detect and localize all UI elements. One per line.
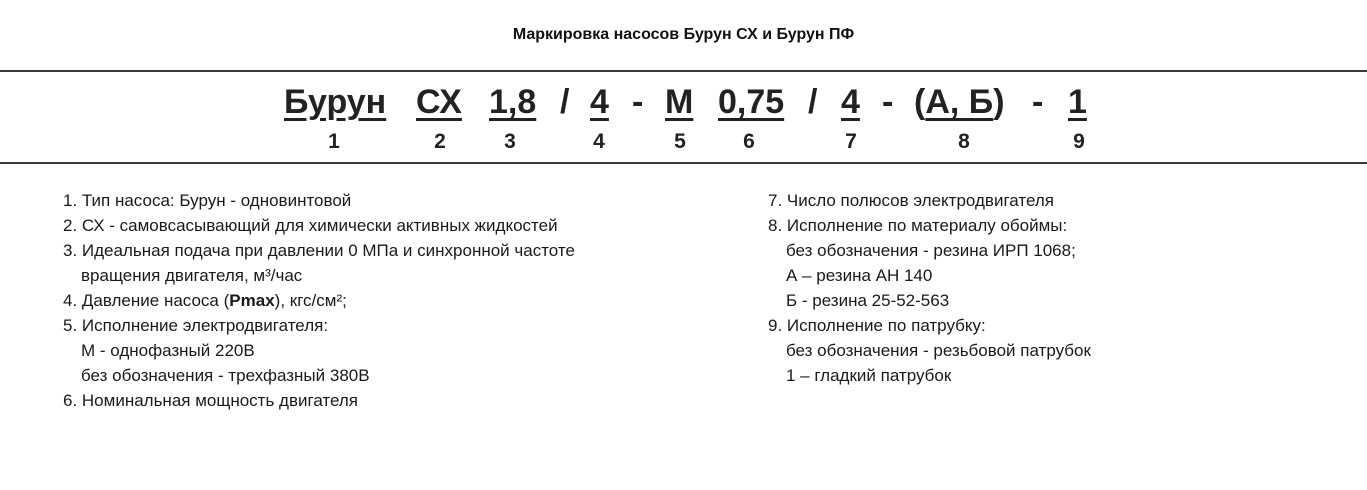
code-material: А, Б <box>925 83 994 121</box>
code-nozzle: 1 <box>1068 83 1087 121</box>
code-flow: 1,8 <box>489 83 537 121</box>
top-divider <box>0 70 1367 72</box>
list-item: 1. Тип насоса: Бурун - одновинтовой <box>63 191 352 210</box>
code-separator: - <box>882 83 894 121</box>
list-item: без обозначения - резьбовой патрубок <box>786 341 1091 360</box>
code-series: СХ <box>416 83 462 121</box>
list-text: ), кгс/см²; <box>274 291 347 310</box>
code-number: 5 <box>674 130 686 153</box>
code-separator: / <box>560 83 570 121</box>
code-motor: М <box>665 83 694 121</box>
list-text: 4. Давление насоса ( <box>63 291 230 310</box>
code-separator: - <box>1032 83 1044 121</box>
code-separator: / <box>808 83 818 121</box>
page-title: Маркировка насосов Бурун СХ и Бурун ПФ <box>512 26 855 43</box>
code-material-group <box>914 80 1005 124</box>
bottom-divider <box>0 162 1367 164</box>
code-number: 1 <box>328 130 340 153</box>
list-item: 8. Исполнение по материалу обоймы: <box>768 216 1068 235</box>
list-item: без обозначения - трехфазный 380В <box>81 366 370 385</box>
code-separator: - <box>632 83 644 121</box>
code-number: 8 <box>958 130 970 153</box>
code-power: 0,75 <box>718 83 785 121</box>
code-paren-open: ( <box>914 83 926 121</box>
list-item: вращения двигателя, м³/час <box>81 266 303 285</box>
code-number: 3 <box>504 130 516 153</box>
list-item: М - однофазный 220В <box>81 341 255 360</box>
code-number: 9 <box>1073 130 1085 153</box>
code-number: 6 <box>743 130 755 153</box>
list-item: 1 – гладкий патрубок <box>786 366 952 385</box>
code-number: 2 <box>434 130 446 153</box>
code-paren-close: ) <box>993 83 1005 121</box>
legend-list-right <box>768 188 1328 388</box>
code-pump-type: Бурун <box>284 83 387 121</box>
list-item: без обозначения - резина ИРП 1068; <box>786 241 1076 260</box>
list-bold-text: Pmax <box>229 291 275 310</box>
code-number: 7 <box>845 130 857 153</box>
list-item: 9. Исполнение по патрубку: <box>768 316 986 335</box>
list-item: Б - резина 25-52-563 <box>786 291 950 310</box>
list-item <box>63 288 723 313</box>
list-item: 6. Номинальная мощность двигателя <box>63 391 359 410</box>
list-item: 7. Число полюсов электродвигателя <box>768 191 1054 210</box>
code-poles: 4 <box>841 83 860 121</box>
list-item: 5. Исполнение электродвигателя: <box>63 316 329 335</box>
list-item: 3. Идеальная подача при давлении 0 МПа и синхронной частоте <box>63 241 575 260</box>
list-item: А – резина АН 140 <box>786 266 933 285</box>
list-item: 2. СХ - самовсасывающий для химически активных жидкостей <box>63 216 558 235</box>
code-pressure: 4 <box>590 83 609 121</box>
code-number: 4 <box>593 130 605 153</box>
legend-list-left <box>63 188 723 413</box>
